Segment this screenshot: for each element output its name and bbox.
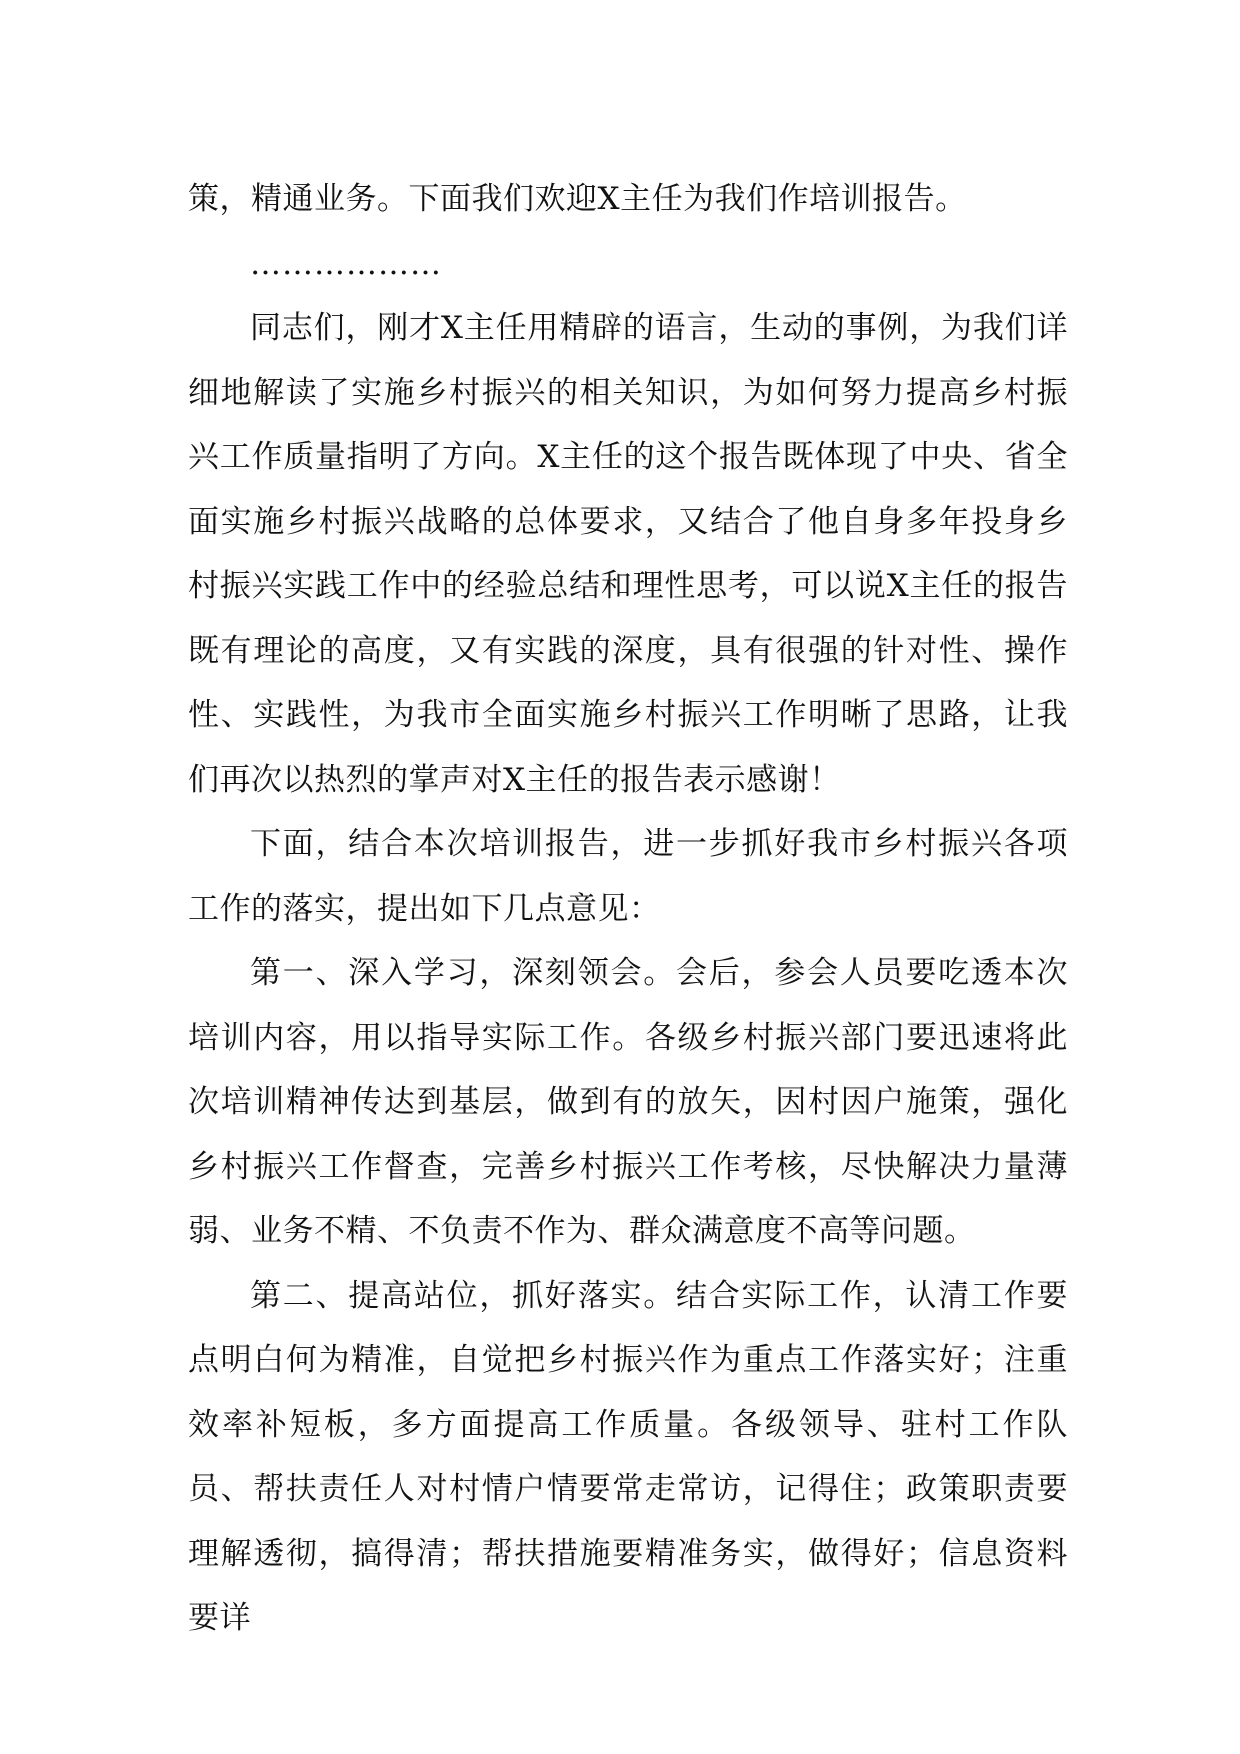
paragraph-point-two: 第二、提高站位，抓好落实。结合实际工作，认清工作要点明白何为精准，自觉把乡村振兴作为重点工作落实好；注重效率补短板，多方面提高工作质量。各级领导、驻村工作队员、帮扶责任人对村情户情要常走常访，记得住；政策职责要理解透彻，搞得清；帮扶措施要精准务实，做得好；信息资料要详 [188, 1277, 1068, 1636]
document-body [188, 167, 1068, 1651]
paragraph-ellipsis: ……………… [250, 245, 442, 282]
paragraph-continuation: 策，精通业务。下面我们欢迎X主任为我们作培训报告。 [188, 181, 967, 217]
paragraph-point-one: 第一、深入学习，深刻领会。会后，参会人员要吃透本次培训内容，用以指导实际工作。各级乡村振兴部门要迅速将此次培训精神传达到基层，做到有的放矢，因村因户施策，强化乡村振兴工作督查，完善乡村振兴工作考核，尽快解决力量薄弱、业务不精、不负责不作为、群众满意度不高等问题。 [188, 955, 1068, 1249]
paragraph-thanks: 同志们，刚才X主任用精辟的语言，生动的事例，为我们详细地解读了实施乡村振兴的相关知识，为如何努力提高乡村振兴工作质量指明了方向。X主任的这个报告既体现了中央、省全面实施乡村振兴战略的总体要求，又结合了他自身多年投身乡村振兴实践工作中的经验总结和理性思考，可以说X主任的报告既有理论的高度，又有实践的深度，具有很强的针对性、操作性、实践性，为我市全面实施乡村振兴工作明晰了思路，让我们再次以热烈的掌声对X主任的报告表示感谢！ [188, 310, 1068, 798]
paragraph-intro-opinions: 下面，结合本次培训报告，进一步抓好我市乡村振兴各项工作的落实，提出如下几点意见： [188, 826, 1068, 927]
